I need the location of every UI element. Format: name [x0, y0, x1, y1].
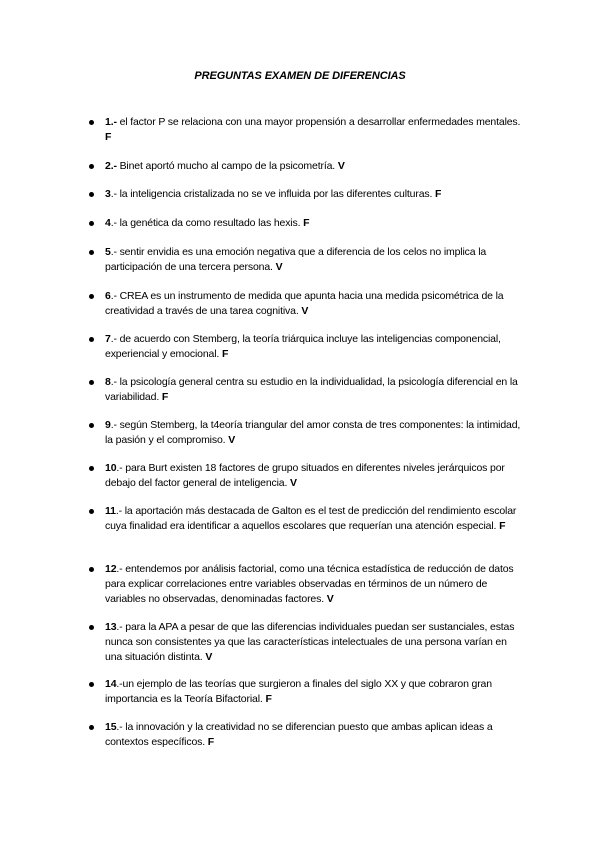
question-answer: F	[161, 391, 169, 403]
bullet-icon	[89, 423, 94, 428]
question-answer: F	[105, 131, 112, 143]
bullet-icon	[89, 294, 94, 299]
bullet-icon	[89, 466, 94, 471]
question-item	[105, 461, 525, 491]
question-text: .- CREA es un instrumento de medida que apunta hacia una medida psicométrica de la creatividad a través de una tarea cognitiva.	[105, 290, 504, 317]
bullet-icon	[89, 380, 94, 385]
bullet-icon	[89, 567, 94, 572]
question-answer: F	[499, 520, 506, 532]
question-item	[105, 115, 525, 145]
question-item	[105, 504, 525, 534]
question-item	[105, 187, 525, 202]
question-item	[105, 159, 525, 174]
question-number: 14	[105, 678, 117, 690]
question-text: el factor P se relaciona con una mayor propensión a desarrollar enfermedades mentales.	[116, 116, 521, 128]
question-text: .- la genética da como resultado las hexis.	[110, 217, 301, 229]
question-number: 15	[105, 721, 117, 733]
question-answer: F	[303, 217, 310, 229]
question-answer: V	[337, 160, 345, 172]
bullet-icon	[89, 625, 94, 630]
bullet-icon	[89, 192, 94, 197]
question-item	[105, 720, 525, 750]
question-number: 6	[105, 290, 111, 302]
question-text: .- la psicología general centra su estudio en la individualidad, la psicología diferencial en la variabilidad.	[105, 376, 518, 403]
question-answer: V	[326, 593, 334, 605]
question-text: .-un ejemplo de las teorías que surgieron a finales del siglo XX y que cobraron gran importancia es la Teoría Bifactorial.	[105, 678, 492, 705]
question-answer: V	[205, 651, 213, 663]
question-text: .- para la APA a pesar de que las diferencias individuales puedan ser sustanciales, estas nunca son consistentes ya que las características intelectuales de una persona varían en una situación distinta.	[105, 621, 515, 663]
question-number: 2.-	[105, 160, 117, 172]
question-text: .- para Burt existen 18 factores de grupo situados en diferentes niveles jerárquicos por debajo del factor general de inteligencia.	[105, 462, 505, 489]
question-text: .- de acuerdo con Stemberg, la teoría triárquica incluye las inteligencias componencial, experiencial y emocional.	[105, 333, 501, 360]
page-title: PREGUNTAS EXAMEN DE DIFERENCIAS	[194, 70, 406, 82]
bullet-icon	[89, 250, 94, 255]
question-answer: V	[228, 434, 236, 446]
question-number: 8	[105, 376, 111, 388]
bullet-icon	[89, 221, 94, 226]
question-number: 9	[105, 419, 111, 431]
question-text: .- sentir envidia es una emoción negativa que a diferencia de los celos no implica la participación de una tercera persona.	[105, 246, 487, 273]
question-answer: F	[221, 348, 229, 360]
bullet-icon	[89, 509, 94, 514]
question-text: .- la aportación más destacada de Galton es el test de predicción del rendimiento escolar cuya finalidad era identificar a aquellos escolares que requerían una atención especial.	[105, 505, 517, 532]
bullet-icon	[89, 725, 94, 730]
question-answer: F	[435, 188, 442, 200]
bullet-icon	[89, 120, 94, 125]
question-number: 3	[105, 188, 111, 200]
question-item	[105, 418, 525, 448]
question-answer: V	[301, 305, 309, 317]
question-item	[105, 375, 525, 405]
question-item	[105, 245, 525, 275]
question-text: Binet aportó mucho al campo de la psicometría.	[116, 160, 336, 172]
bullet-icon	[89, 682, 94, 687]
question-text: .- según Stemberg, la t4eoría triangular del amor consta de tres componentes: la intimidad, la pasión y el compromiso.	[105, 419, 521, 446]
question-number: 5	[105, 246, 111, 258]
question-item	[105, 677, 525, 707]
question-answer: V	[290, 477, 297, 489]
question-item	[105, 216, 525, 231]
bullet-icon	[89, 337, 94, 342]
question-number: 11	[105, 505, 116, 517]
question-text: .- la innovación y la creatividad no se diferencian puesto que ambas aplican ideas a contextos específicos.	[105, 721, 493, 748]
question-number: 1.-	[105, 116, 117, 128]
question-text: .- la inteligencia cristalizada no se ve influida por las diferentes culturas.	[110, 188, 433, 200]
question-answer: V	[275, 261, 283, 273]
question-item	[105, 562, 525, 607]
bullet-icon	[89, 164, 94, 169]
question-item	[105, 332, 525, 362]
question-answer: F	[265, 693, 272, 705]
question-item	[105, 289, 525, 319]
question-number: 7	[105, 333, 111, 345]
question-item	[105, 620, 525, 665]
question-text: .- entendemos por análisis factorial, como una técnica estadística de reducción de datos para explicar correlaciones entre variables observadas en términos de un número de variables no observadas, denominadas factores.	[105, 563, 514, 605]
question-answer: F	[207, 736, 215, 748]
question-number: 4	[105, 217, 111, 229]
question-number: 13	[105, 621, 117, 633]
question-number: 10	[105, 462, 117, 474]
question-number: 12	[105, 563, 117, 575]
